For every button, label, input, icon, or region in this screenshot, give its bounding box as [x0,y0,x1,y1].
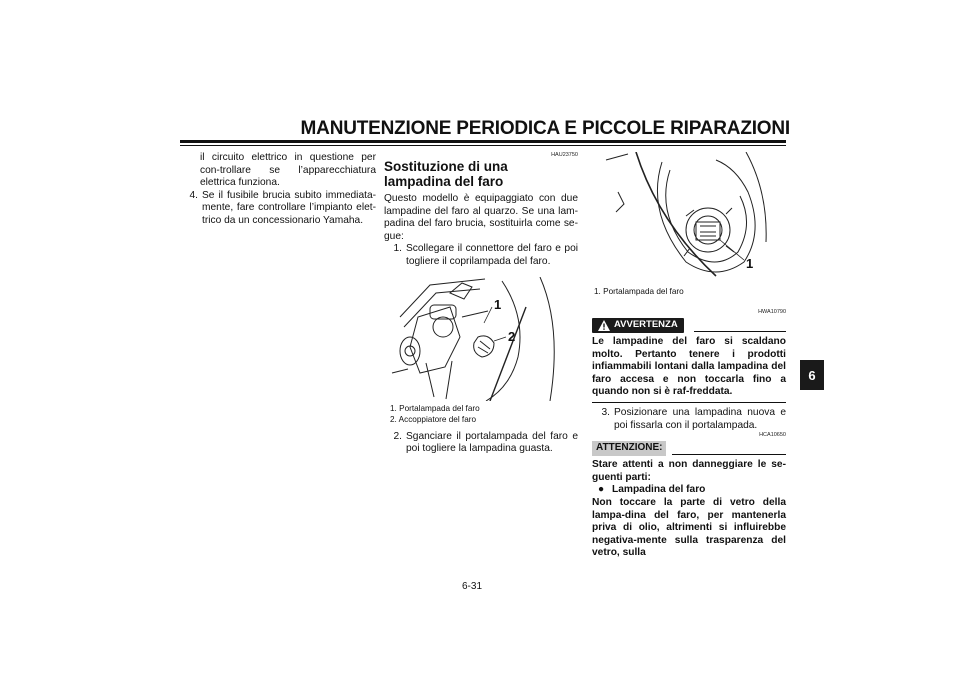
warning-label: AVVERTENZA [614,319,678,331]
attention-rule [672,454,786,455]
attention-text-2: Non toccare la parte di vetro della lampa-dina del faro, per mantenerla priva di olio, altrimenti si influirebbe negativa-mente sulla trasparenza del vetro, sulla [592,496,786,559]
warning-text: Le lampadine del faro si scaldano molto. Pertanto tenere i prodotti infiammabili lontani dalla lampadina del faro accesa e non toccarla fino a quando non si è raf-freddata. [592,336,786,398]
attention-text-1: Stare attenti a non danneggiare le se-guenti parti: [592,459,786,483]
step-3 [592,407,786,432]
figure-caption-1: 1. Portalampada del faro [594,287,684,296]
warning-triangle-icon [598,320,610,331]
step-1 [384,243,578,268]
headlight-connector-illustration [390,277,570,401]
step-1-text: Scollegare il connettore del faro e poi togliere il coprilampada del faro. [406,243,578,267]
bulb-holder-illustration [596,152,776,280]
figure-headlight-bulb-holder [596,152,776,280]
warning-code: HWA10790 [758,309,786,315]
figure-caption-2: 2. Accoppiatore del faro [390,414,477,424]
figure-label-1: 1 [494,296,502,312]
leader-line-2 [494,337,506,341]
step-4 [180,190,376,228]
step-2 [384,431,578,456]
attention-label: ATTENZIONE: [592,441,666,456]
attention-code: HCA10650 [759,432,786,439]
figure-headlight-connector [390,277,570,401]
figure-caption-1: 1. Portalampada del faro [390,403,480,413]
intro-paragraph: Questo modello è equipaggiato con due lampadine del faro al quarzo. Se una lam-padina del faro brucia, sostituirla come se-gue: [384,193,578,242]
column-1 [180,152,376,228]
warning-label-box [592,318,684,333]
step-1-number: 1. [393,243,402,255]
page-title: MANUTENZIONE PERIODICA E PICCOLE RIPARAZIONI [300,118,790,139]
column-3 [592,152,786,560]
leader-line-1 [484,307,492,323]
step-2-number: 2. [393,430,402,442]
step-2-text: Sganciare il portalampada del faro e poi togliere la lampadina guasta. [406,430,578,455]
attention-header [592,441,786,456]
warning-rule [694,331,786,332]
warning-end-rule [592,402,786,403]
section-heading: Sostituzione di una lampadina del faro [384,159,508,189]
attention-bullet-item [592,484,786,497]
chapter-tab: 6 [800,360,824,390]
attention-bullet-text: Lampadina del faro [612,484,706,496]
continued-paragraph: il circuito elettrico in questione per con-trollare se l’apparecchiatura elettrica funziona. [200,152,376,189]
warning-header [592,318,786,333]
step-3-number: 3. [601,406,610,418]
bullet-dot-icon: ● [598,484,605,496]
title-rule-thin [180,145,786,146]
column-2 [384,152,578,456]
page-number: 6-31 [462,581,483,592]
section-code: HAU23750 [551,152,578,158]
step-4-text: Se il fusibile brucia subito immediata-mente, fare controllare l’impianto elet-trico da un concessionario Yamaha. [202,189,376,226]
figure-label-2: 2 [508,328,516,344]
step-3-text: Posizionare una lampadina nuova e poi fissarla con il portalampada. [614,406,786,431]
title-rule [180,140,786,143]
figure-label-1: 1 [746,256,754,271]
step-4-number: 4. [189,189,198,201]
